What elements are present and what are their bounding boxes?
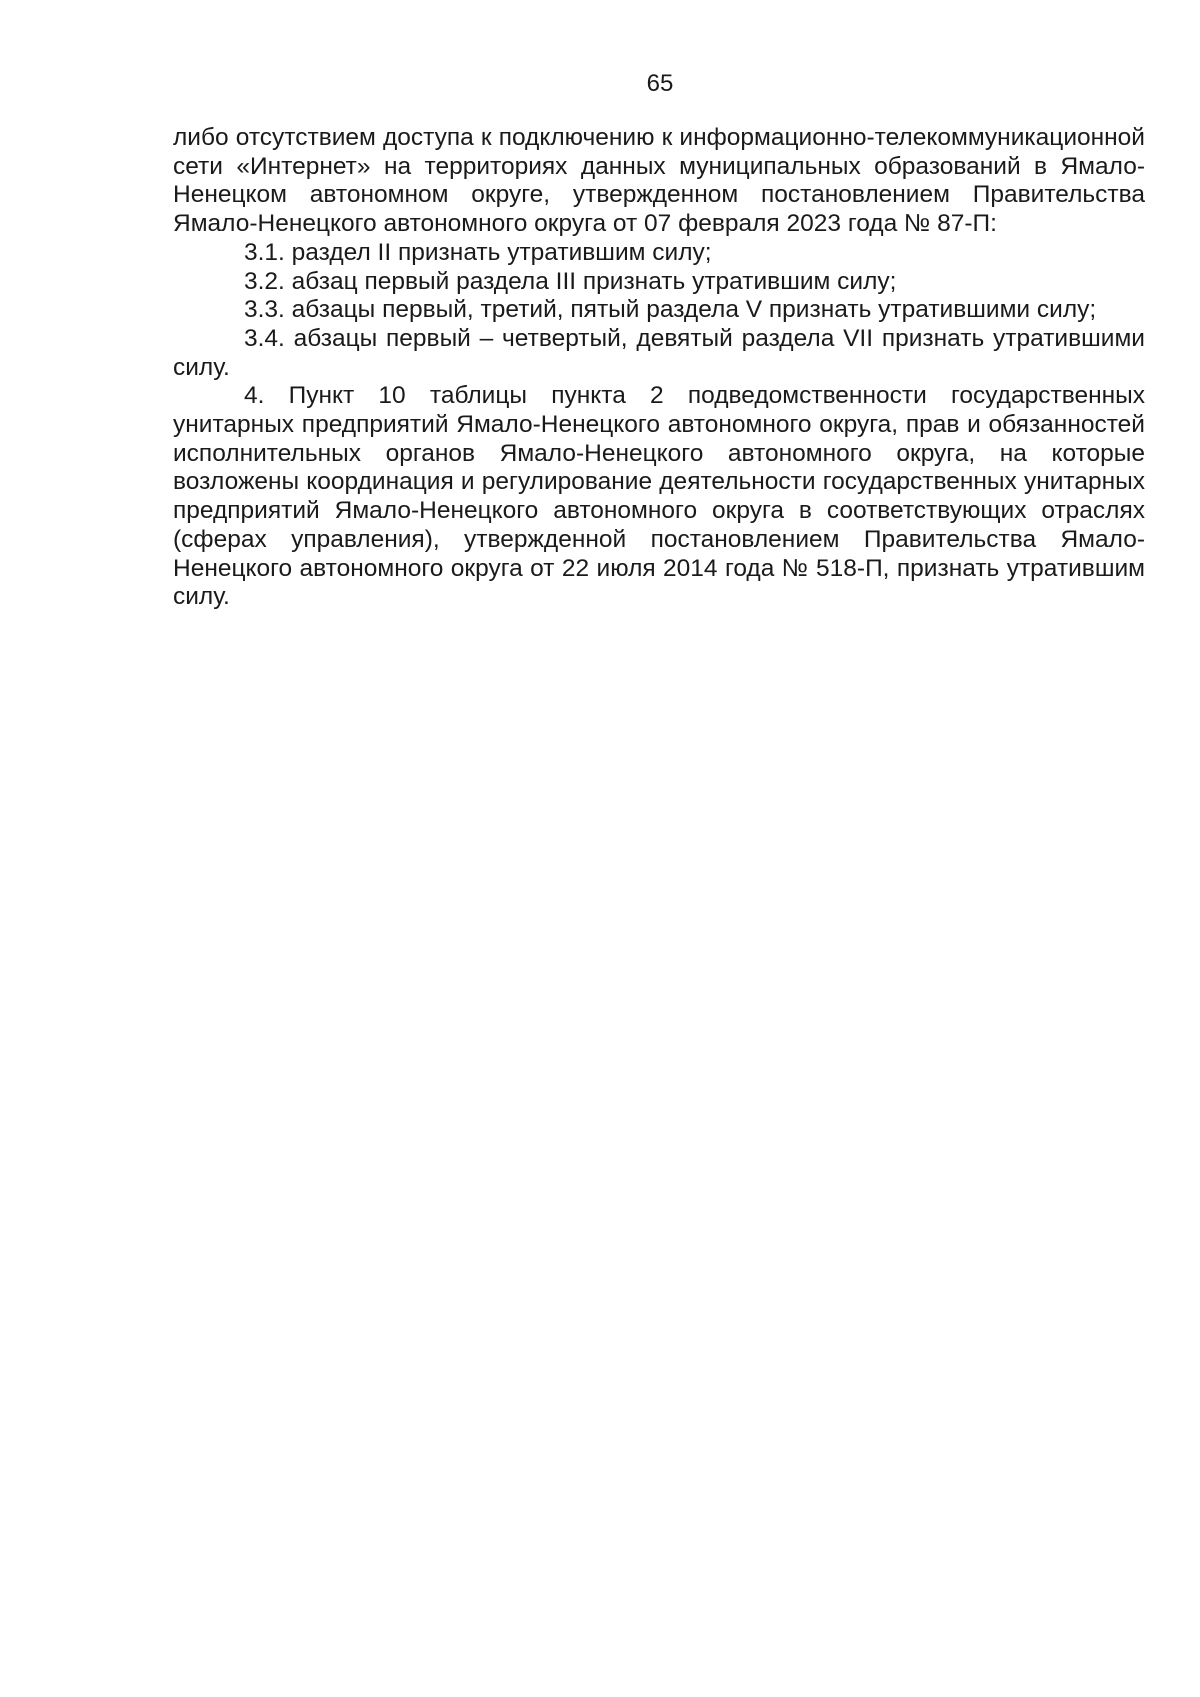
- paragraph-3-1: 3.1. раздел II признать утратившим силу;: [244, 238, 712, 266]
- document-body: [173, 124, 1145, 612]
- paragraph-intro: либо отсутствием доступа к подключению к информационно-телекоммуникационной сети «Интернет» на территориях данных муниципальных образований в Ямало-Ненецком автономном округе, утвержденном постановлением Правительства Ямало-Ненецкого автономного округа от 07 февраля 2023 года № 87-П:: [173, 124, 1145, 238]
- paragraph-4: 4. Пункт 10 таблицы пункта 2 подведомственности государственных унитарных предприятий Ямало-Ненецкого автономного округа, прав и обязанностей исполнительных органов Ямало-Ненецкого автономного округа, на которые возложены координация и регулирование деятельности государственных унитарных предприятий Ямало-Ненецкого автономного округа в соответствующих отраслях (сферах управления), утвержденной постановлением Правительства Ямало-Ненецкого автономного округа от 22 июля 2014 года № 518-П, признать утратившим силу.: [173, 382, 1145, 611]
- paragraph-3-4: 3.4. абзацы первый – четвертый, девятый раздела VII признать утратившими силу.: [173, 324, 1145, 381]
- page-number: 65: [646, 70, 674, 97]
- paragraph-3-3: 3.3. абзацы первый, третий, пятый раздела V признать утратившими силу;: [244, 296, 1097, 324]
- paragraph-3-2: 3.2. абзац первый раздела III признать утратившим силу;: [244, 267, 897, 295]
